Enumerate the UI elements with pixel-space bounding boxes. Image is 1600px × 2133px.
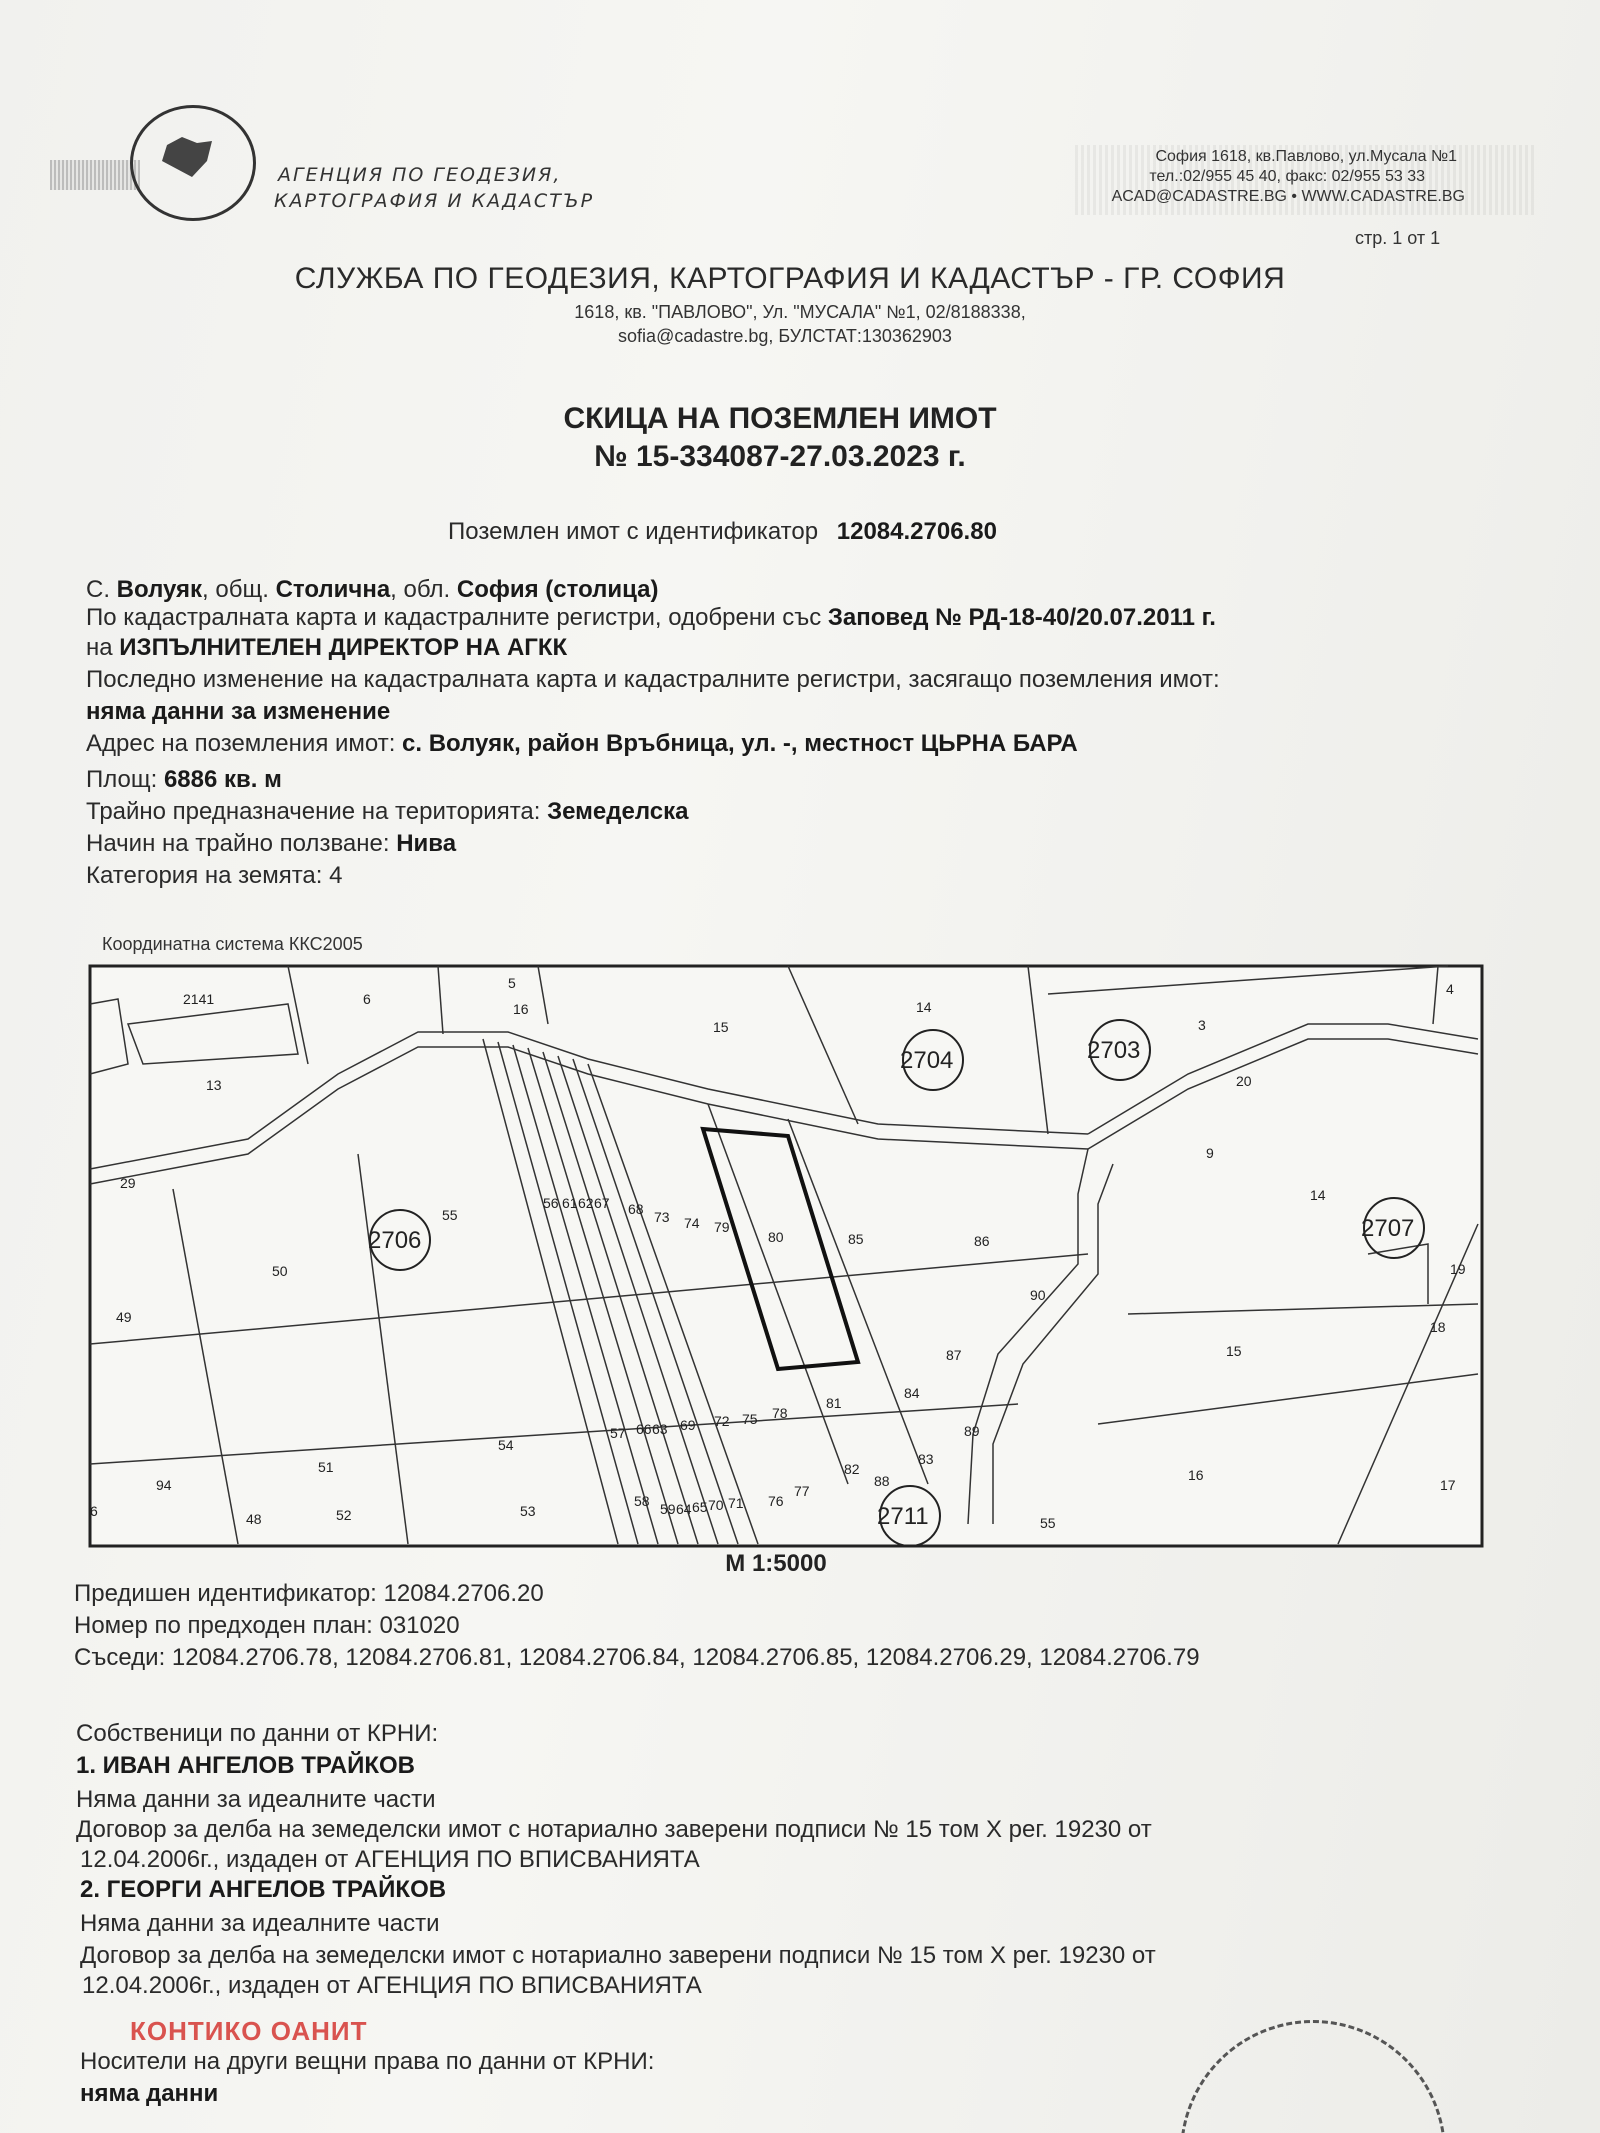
parcel-label: 85: [848, 1231, 864, 1247]
contact-block: [1075, 145, 1535, 215]
parcel-label: 89: [964, 1423, 980, 1439]
loc-sep1: , общ.: [202, 576, 276, 603]
map-scale: М 1:5000: [725, 1550, 827, 1577]
parcel-label: 48: [246, 1511, 262, 1527]
parcel-label: 62: [578, 1195, 594, 1211]
parcel-label: 5: [508, 975, 516, 991]
address-label: Адрес на поземления имот:: [86, 730, 403, 757]
holders-value-text: няма данни: [80, 2080, 219, 2107]
parcel-label: 55: [442, 1207, 458, 1223]
parcel-label: 6: [90, 1503, 98, 1519]
area-line: [86, 766, 282, 794]
agency-phone: тел.:02/955 45 40, факс: 02/955 53 33: [1149, 168, 1425, 185]
parcel-label: 58: [634, 1493, 650, 1509]
last-change-label: Последно изменение на кадастралната карта и кадастралните регистри, засягащо поземления имот:: [86, 666, 1220, 693]
parcel-label: 87: [946, 1347, 962, 1363]
order-by-prefix: на: [86, 634, 120, 661]
owner1-doc2: 12.04.2006г., издаден от АГЕНЦИЯ ПО ВПИСВАНИЯТА: [80, 1846, 700, 1873]
zone-2706: 2706: [368, 1227, 422, 1254]
parcel-label: 57: [610, 1425, 626, 1441]
coord-system: Координатна система ККС2005: [102, 934, 363, 954]
parcel-label: 4: [1446, 981, 1454, 997]
neighbors-value: 12084.2706.78, 12084.2706.81, 12084.2706.84, 12084.2706.85, 12084.2706.29, 12084.2706.79: [171, 1644, 1200, 1671]
parcel-label: 61: [562, 1195, 578, 1211]
region: София (столица): [456, 576, 659, 603]
service-contact: sofia@cadastre.bg, БУЛСТАТ:130362903: [618, 326, 952, 346]
parcel-label: 16: [513, 1001, 529, 1017]
parcel-label: 6: [363, 991, 371, 1007]
parcel-label: 72: [714, 1413, 730, 1429]
parcel-label: 15: [1226, 1343, 1242, 1359]
parcel-label: 66: [636, 1421, 652, 1437]
parcel-label: 77: [794, 1483, 810, 1499]
red-stamp: КОНТИКО ОАНИТ: [130, 2016, 368, 2046]
parcel-label: 81: [826, 1395, 842, 1411]
address-line: [86, 730, 1078, 758]
owner2-name: [80, 1876, 446, 1904]
prev-id-line: [74, 1580, 544, 1608]
parcel-label: 17: [1440, 1477, 1456, 1493]
area-label: Площ:: [86, 766, 164, 793]
parcel-label: 15: [713, 1019, 729, 1035]
parcel-label: 79: [714, 1219, 730, 1235]
parcel-label: 68: [628, 1201, 644, 1217]
parcel-label: 13: [206, 1077, 222, 1093]
prev-id-label: Предишен идентификатор:: [74, 1580, 384, 1607]
parcel-label: 2141: [183, 991, 215, 1007]
neighbors-label: Съседи:: [74, 1644, 172, 1671]
parcel-label: 94: [156, 1477, 172, 1493]
parcel-label: 71: [728, 1495, 744, 1511]
parcel-label: 51: [318, 1459, 334, 1475]
order-prefix: По кадастралната карта и кадастралните регистри, одобрени със: [86, 604, 828, 631]
parcel-label-80: 80: [768, 1229, 784, 1245]
parcel-label: 70: [708, 1497, 724, 1513]
parcel-label: 18: [1430, 1319, 1446, 1335]
parcel-label: 74: [684, 1215, 700, 1231]
category-line: [86, 862, 342, 890]
parcel-label: 16: [1188, 1467, 1204, 1483]
agency-name-line2: КАРТОГРАФИЯ И КАДАСТЪР: [274, 190, 595, 212]
parcel-label: 14: [1310, 1187, 1326, 1203]
parcel-label: 50: [272, 1263, 288, 1279]
cadastral-map: [88, 964, 1484, 1548]
last-change-value: [86, 698, 390, 726]
parcel-label: 29: [120, 1175, 136, 1191]
location-line: [86, 576, 659, 604]
parcel-label: 49: [116, 1309, 132, 1325]
usage-value: Нива: [396, 830, 457, 857]
parcel-label: 65: [692, 1499, 708, 1515]
doc-number: № 15-334087-27.03.2023 г.: [594, 440, 966, 473]
parcel-label: 84: [904, 1385, 920, 1401]
official-seal: [1180, 2020, 1446, 2133]
holders-label: Носители на други вещни права по данни от КРНИ:: [80, 2048, 655, 2075]
owner1-name: [76, 1752, 415, 1780]
loc-prefix: С.: [86, 576, 117, 603]
usage-line: [86, 830, 456, 858]
parcel-label: 83: [918, 1451, 934, 1467]
parcel-label: 64: [676, 1501, 692, 1517]
owner2-doc2: 12.04.2006г., издаден от АГЕНЦИЯ ПО ВПИСВАНИЯТА: [82, 1972, 702, 1999]
parcel-label: 53: [520, 1503, 536, 1519]
owners-label: Собственици по данни от КРНИ:: [76, 1720, 439, 1747]
order-value: Заповед № РД-18-40/20.07.2011 г.: [827, 604, 1216, 631]
parcel-label: 55: [1040, 1515, 1056, 1531]
parcel-label: 54: [498, 1437, 514, 1453]
page-number: стр. 1 от 1: [1355, 228, 1441, 248]
parcel-label: 14: [916, 999, 932, 1015]
parcel-label: 56: [543, 1195, 559, 1211]
zone-2704: 2704: [900, 1047, 954, 1074]
holders-value: [80, 2080, 218, 2108]
parcel-label: 76: [768, 1493, 784, 1509]
parcel-label: 75: [742, 1411, 758, 1427]
owner1-name-text: 1. ИВАН АНГЕЛОВ ТРАЙКОВ: [76, 1752, 415, 1779]
owner1-share: Няма данни за идеалните части: [76, 1786, 436, 1813]
zone-2711: 2711: [877, 1503, 929, 1530]
parcel-label: 88: [874, 1473, 890, 1489]
parcel-label: 78: [772, 1405, 788, 1421]
parcel-label: 63: [652, 1421, 668, 1437]
neighbors-line: [74, 1644, 1200, 1672]
usage-label: Начин на трайно ползване:: [86, 830, 397, 857]
identifier-label: Поземлен имот с идентификатор: [448, 518, 819, 545]
zone-2707: 2707: [1361, 1215, 1415, 1242]
owner2-doc1: Договор за делба на земеделски имот с нотариално заверени подписи № 15 том X рег. 19230 от: [80, 1942, 1156, 1969]
parcel-label: 20: [1236, 1073, 1252, 1089]
parcel-label: 19: [1450, 1261, 1466, 1277]
owner1-doc1: Договор за делба на земеделски имот с нотариално заверени подписи № 15 том X рег. 19230 от: [76, 1816, 1152, 1843]
parcel-label: 86: [974, 1233, 990, 1249]
prev-plan-label: Номер по предходен план:: [74, 1612, 380, 1639]
agency-address: София 1618, кв.Павлово, ул.Мусала №1: [1155, 148, 1457, 165]
parcel-label: 90: [1030, 1287, 1046, 1303]
parcel-label: 82: [844, 1461, 860, 1477]
service-title: СЛУЖБА ПО ГЕОДЕЗИЯ, КАРТОГРАФИЯ И КАДАСТЪР - ГР. СОФИЯ: [294, 262, 1286, 295]
address-value: с. Волуяк, район Връбница, ул. -, местност ЦЬРНА БАРА: [402, 730, 1078, 757]
order-by-line: [86, 634, 567, 662]
identifier-row: [448, 518, 997, 546]
parcel-label: 52: [336, 1507, 352, 1523]
village: Волуяк: [116, 576, 203, 603]
category-value: 4: [329, 862, 343, 889]
parcel-label: 69: [680, 1417, 696, 1433]
doc-title: СКИЦА НА ПОЗЕМЛЕН ИМОТ: [563, 402, 997, 435]
owner2-name-text: 2. ГЕОРГИ АНГЕЛОВ ТРАЙКОВ: [80, 1876, 447, 1903]
category-label: Категория на земята:: [86, 862, 330, 889]
parcel-label: 59: [660, 1501, 676, 1517]
identifier-value: 12084.2706.80: [836, 518, 997, 545]
service-address: 1618, кв. "ПАВЛОВО", Ул. "МУСАЛА" №1, 02/8188338,: [574, 302, 1026, 322]
parcel-label: 9: [1206, 1145, 1214, 1161]
prev-plan-line: [74, 1612, 460, 1640]
parcel-label: 73: [654, 1209, 670, 1225]
loc-sep2: , обл.: [390, 576, 457, 603]
order-line: [86, 604, 1216, 632]
parcel-label: 67: [594, 1195, 610, 1211]
agency-logo: [50, 105, 270, 215]
municipality: Столична: [275, 576, 391, 603]
purpose-label: Трайно предназначение на територията:: [86, 798, 548, 825]
last-change-text: няма данни за изменение: [86, 698, 391, 725]
order-by: ИЗПЪЛНИТЕЛЕН ДИРЕКТОР НА АГКК: [119, 634, 568, 661]
purpose-value: Земеделска: [547, 798, 689, 825]
agency-name-line1: АГЕНЦИЯ ПО ГЕОДЕЗИЯ,: [278, 164, 562, 186]
owner2-share: Няма данни за идеалните части: [80, 1910, 440, 1937]
area-value: 6886 кв. м: [163, 766, 282, 793]
zone-2703: 2703: [1087, 1037, 1141, 1064]
prev-plan-value: 031020: [379, 1612, 460, 1639]
parcel-label: 3: [1198, 1017, 1206, 1033]
purpose-line: [86, 798, 689, 826]
agency-web: ACAD@CADASTRE.BG • WWW.CADASTRE.BG: [1111, 188, 1465, 205]
prev-id-value: 12084.2706.20: [383, 1580, 544, 1607]
